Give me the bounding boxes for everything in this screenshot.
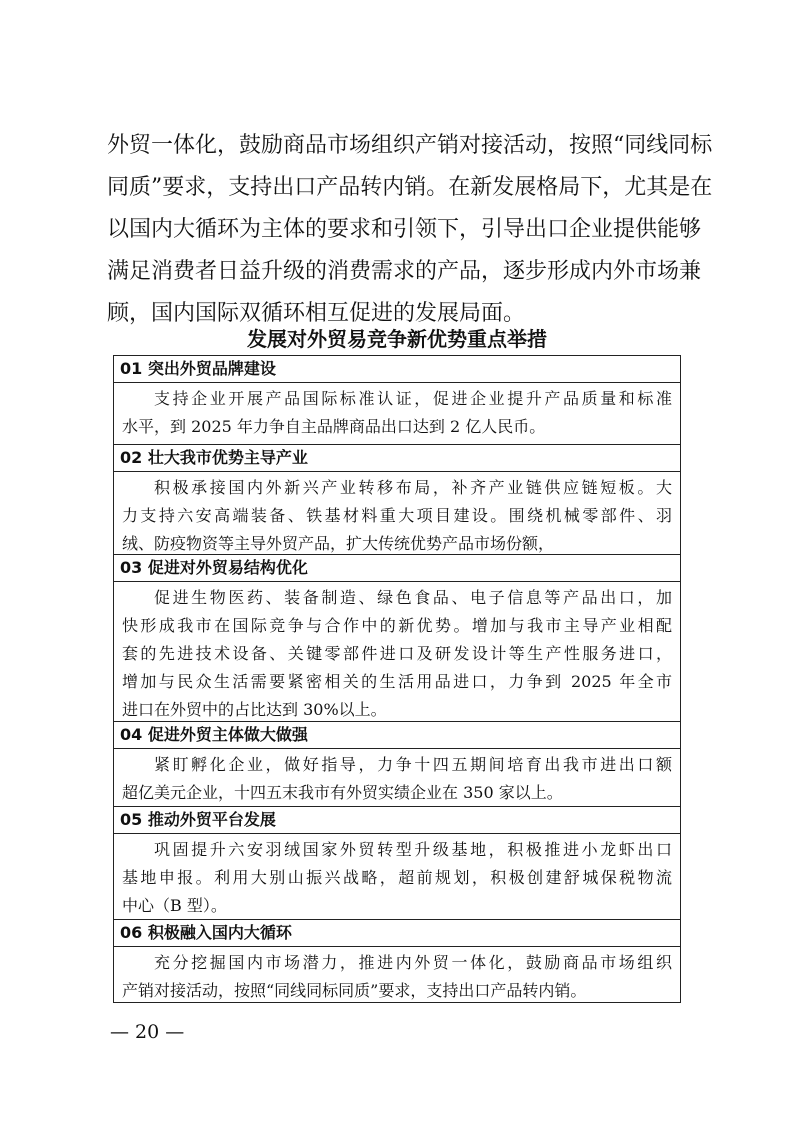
measure-section-03 bbox=[113, 554, 681, 722]
section-line: 巩固提升六安羽绒国家外贸转型升级基地，积极推进小龙虾出口 bbox=[154, 840, 672, 859]
section-heading: 02 壮大我市优势主导产业 bbox=[114, 445, 680, 472]
section-line: 超亿美元企业，十四五末我市有外贸实绩企业在 350 家以上。 bbox=[122, 783, 563, 802]
section-line: 快形成我市在国际竞争与合作中的新优势。增加与我市主导产业相配 bbox=[122, 616, 672, 635]
section-heading: 01 突出外贸品牌建设 bbox=[114, 356, 680, 383]
section-line: 支持企业开展产品国际标准认证，促进企业提升产品质量和标准 bbox=[154, 389, 672, 408]
table-title: 发展对外贸易竞争新优势重点举措 bbox=[247, 327, 547, 351]
intro-line: 顾，国内国际双循环相互促进的发展局面。 bbox=[107, 301, 526, 326]
intro-paragraph bbox=[107, 125, 713, 335]
section-body bbox=[114, 582, 680, 724]
intro-line: 同质”要求，支持出口产品转内销。在新发展格局下，尤其是在 bbox=[107, 175, 713, 200]
section-line: 套的先进技术设备、关键零部件进口及研发设计等生产性服务进口， bbox=[122, 644, 672, 663]
section-body bbox=[114, 947, 680, 1005]
section-line: 积极承接国内外新兴产业转移布局，补齐产业链供应链短板。大 bbox=[154, 478, 672, 497]
measure-section-02 bbox=[113, 444, 681, 555]
measure-section-04 bbox=[113, 721, 681, 807]
intro-line: 外贸一体化，鼓励商品市场组织产销对接活动，按照“同线同标 bbox=[107, 133, 713, 158]
section-line: 力支持六安高端装备、铁基材料重大项目建设。围绕机械零部件、羽 bbox=[122, 506, 672, 525]
intro-line: 以国内大循环为主体的要求和引领下，引导出口企业提供能够 bbox=[107, 217, 702, 242]
section-line: 充分挖掘国内市场潜力，推进内外贸一体化，鼓励商品市场组织 bbox=[154, 953, 672, 972]
section-body bbox=[114, 472, 680, 558]
section-line: 水平，到 2025 年力争自主品牌商品出口达到 2 亿人民币。 bbox=[122, 417, 546, 436]
section-body bbox=[114, 749, 680, 807]
measure-section-06 bbox=[113, 919, 681, 1003]
section-line: 基地申报。利用大别山振兴战略，超前规划，积极创建舒城保税物流 bbox=[122, 868, 672, 887]
section-heading: 05 推动外贸平台发展 bbox=[114, 807, 680, 834]
section-line: 中心（B 型）。 bbox=[122, 896, 227, 915]
section-line: 产销对接活动，按照“同线同标同质”要求，支持出口产品转内销。 bbox=[122, 981, 587, 1000]
section-line: 增加与民众生活需要紧密相关的生活用品进口，力争到 2025 年全市 bbox=[122, 672, 672, 691]
measure-section-01 bbox=[113, 355, 681, 445]
section-body bbox=[114, 834, 680, 920]
section-line: 绒、防疫物资等主导外贸产品，扩大传统优势产品市场份额， bbox=[122, 534, 555, 553]
section-heading: 04 促进外贸主体做大做强 bbox=[114, 722, 680, 749]
intro-line: 满足消费者日益升级的消费需求的产品，逐步形成内外市场兼 bbox=[107, 259, 702, 284]
section-line: 进口在外贸中的占比达到 30%以上。 bbox=[122, 700, 387, 719]
section-line: 紧盯孵化企业，做好指导，力争十四五期间培育出我市进出口额 bbox=[154, 755, 672, 774]
section-body bbox=[114, 383, 680, 441]
measure-section-05 bbox=[113, 806, 681, 920]
page-number: — 20 — bbox=[110, 1021, 185, 1043]
section-line: 促进生物医药、装备制造、绿色食品、电子信息等产品出口，加 bbox=[154, 588, 672, 607]
section-heading: 03 促进对外贸易结构优化 bbox=[114, 555, 680, 582]
section-heading: 06 积极融入国内大循环 bbox=[114, 920, 680, 947]
